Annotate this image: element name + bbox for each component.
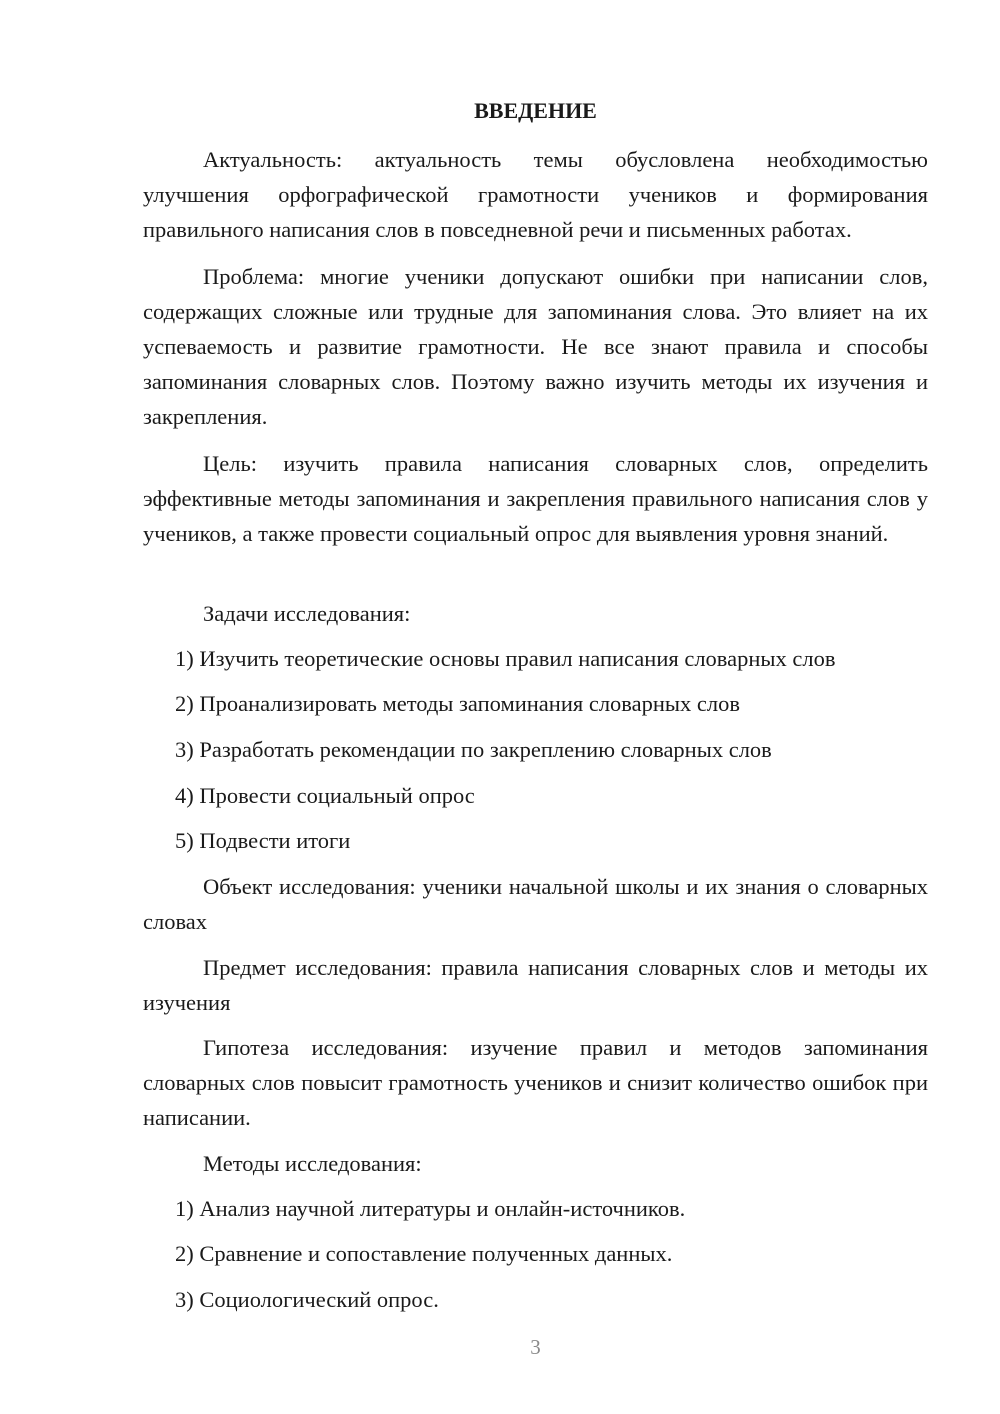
method-item: 1) Анализ научной литературы и онлайн-источников. <box>175 1196 686 1221</box>
task-item: 1) Изучить теоретические основы правил написания словарных слов <box>175 646 836 671</box>
task-item: 3) Разработать рекомендации по закреплению словарных слов <box>175 737 772 762</box>
section-title: ВВЕДЕНИЕ <box>474 98 597 123</box>
tasks-heading: Задачи исследования: <box>203 601 411 626</box>
page-number: 3 <box>530 1335 541 1359</box>
method-item: 3) Социологический опрос. <box>175 1287 439 1312</box>
task-item: 5) Подвести итоги <box>175 828 351 853</box>
relevance-paragraph: Актуальность: актуальность темы обусловлена необходимостью улучшения орфографической грамотности учеников и формирования правильного написания слов в повседневной речи и письменных работах. <box>143 147 928 242</box>
subject-paragraph: Предмет исследования: правила написания словарных слов и методы их изучения <box>143 955 928 1015</box>
object-paragraph: Объект исследования: ученики начальной школы и их знания о словарных словах <box>143 874 928 934</box>
problem-paragraph: Проблема: многие ученики допускают ошибки при написании слов, содержащих сложные или трудные для запоминания слова. Это влияет на их успеваемость и развитие грамотности. Не все знают правила и способы запоминания словарных слов. Поэтому важно изучить методы их изучения и закрепления. <box>143 264 928 429</box>
task-item: 2) Проанализировать методы запоминания словарных слов <box>175 691 740 716</box>
task-item: 4) Провести социальный опрос <box>175 783 475 808</box>
goal-paragraph: Цель: изучить правила написания словарных слов, определить эффективные методы запоминания и закрепления правильного написания слов у учеников, а также провести социальный опрос для выявления уровня знаний. <box>143 451 928 546</box>
hypothesis-paragraph: Гипотеза исследования: изучение правил и методов запоминания словарных слов повысит грамотность учеников и снизит количество ошибок при написании. <box>143 1035 928 1130</box>
methods-heading: Методы исследования: <box>203 1151 422 1176</box>
method-item: 2) Сравнение и сопоставление полученных данных. <box>175 1241 673 1266</box>
